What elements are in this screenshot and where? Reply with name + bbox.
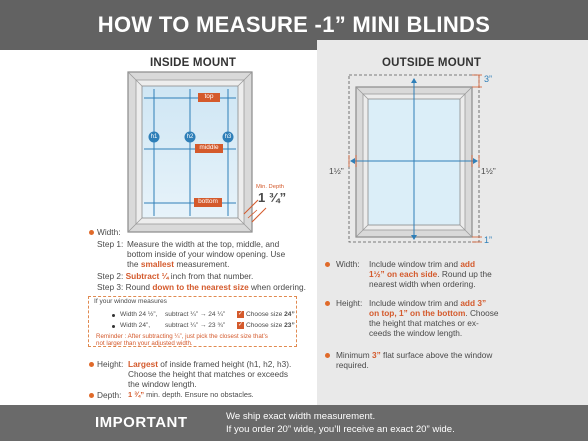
width-title: Width: — [97, 227, 121, 237]
inside-mount-heading: INSIDE MOUNT — [150, 57, 237, 69]
step1-line2: bottom inside of your window opening. Use — [127, 249, 286, 259]
outside-min-line2: required. — [336, 360, 369, 370]
note-title: If your window measures — [94, 298, 167, 305]
depth-label: Depth: — [97, 390, 122, 400]
outside-height-line1: Include window trim and add 3” — [369, 298, 487, 308]
note-row1-width: Width 24 ½”, — [120, 311, 158, 318]
note-row2-check-icon: ✓ — [237, 322, 244, 328]
important-text — [226, 410, 455, 436]
label-h1: h1 — [150, 134, 158, 140]
note-row1-choose: Choose size 24” — [246, 311, 295, 318]
height-label: Height: — [97, 359, 124, 369]
step2-text: Step 2: Subtract ¼ inch from that number. — [97, 271, 254, 281]
depth-line: 1 ¾” min. depth. Ensure no obstacles. — [128, 390, 254, 399]
outside-width-bullet — [325, 262, 330, 267]
height-bullet — [89, 362, 94, 367]
top-dimension: 3” — [484, 74, 493, 84]
outside-width-label: Width: — [336, 259, 360, 269]
left-side-dimension: 1½” — [329, 166, 344, 176]
min-depth-label: Min. Depth — [256, 184, 285, 190]
outside-height-line4: ceeds the window length. — [369, 328, 463, 338]
height-line3: the window length. — [128, 379, 197, 389]
step1-label: Step 1: — [97, 239, 124, 249]
height-line2: Choose the height that matches or exceeds — [128, 369, 289, 379]
step1-line1: Measure the width at the top, middle, and — [127, 239, 280, 249]
min-depth-value: 1 ¾” — [258, 190, 287, 205]
step3-text: Step 3: Round down to the nearest size when ordering. — [97, 282, 306, 292]
label-h3: h3 — [224, 134, 232, 140]
outside-height-label: Height: — [336, 298, 363, 308]
note-row2-dot — [112, 325, 115, 328]
width-bullet — [89, 230, 94, 235]
outside-width-line1: Include window trim and add — [369, 259, 476, 269]
note-row1-subtract: subtract ¼” → 24 ¼” — [165, 311, 226, 318]
important-line1: We ship exact width measurement. — [226, 411, 376, 422]
depth-bullet — [89, 393, 94, 398]
note-row1-check-icon: ✓ — [237, 311, 244, 317]
note-row2-subtract: subtract ¼” → 23 ¾” — [165, 322, 226, 329]
label-middle: middle — [199, 144, 219, 151]
outside-min-bullet — [325, 353, 330, 358]
important-line2: If you order 20” wide, you’ll receive an exact 20” wide. — [226, 424, 455, 435]
bottom-dimension: 1” — [484, 235, 493, 245]
page-title: HOW TO MEASURE -1” MINI BLINDS — [97, 12, 491, 37]
outside-height-line3: the height that matches or ex- — [369, 318, 479, 328]
label-bottom: bottom — [198, 198, 218, 205]
right-side-dimension: 1½” — [481, 166, 496, 176]
outside-width-line3: nearest width when ordering. — [369, 279, 476, 289]
height-line1: Largest of inside framed height (h1, h2, h3). — [128, 359, 292, 369]
note-row2-width: Width 24”, — [120, 322, 151, 329]
outside-height-line2: on top, 1” on the bottom. Choose — [369, 308, 499, 318]
note-row2-choose: Choose size 23” — [246, 322, 295, 329]
outside-mount-heading: OUTSIDE MOUNT — [382, 57, 482, 69]
outside-min-line1: Minimum 3” flat surface above the window — [336, 350, 493, 360]
step1-line3: the smallest measurement. — [127, 259, 230, 269]
note-row1-dot — [112, 314, 115, 317]
note-reminder-line1: Reminder : After subtracting ¼”, just pick the closest size that’s — [96, 333, 268, 340]
note-reminder-line2: not larger than your adjusted width. — [96, 340, 193, 347]
label-h2: h2 — [186, 134, 194, 140]
important-title: IMPORTANT — [95, 414, 188, 431]
outside-height-bullet — [325, 301, 330, 306]
outside-width-line2: 1½” on each side. Round up the — [369, 269, 492, 279]
label-top: top — [204, 93, 214, 100]
